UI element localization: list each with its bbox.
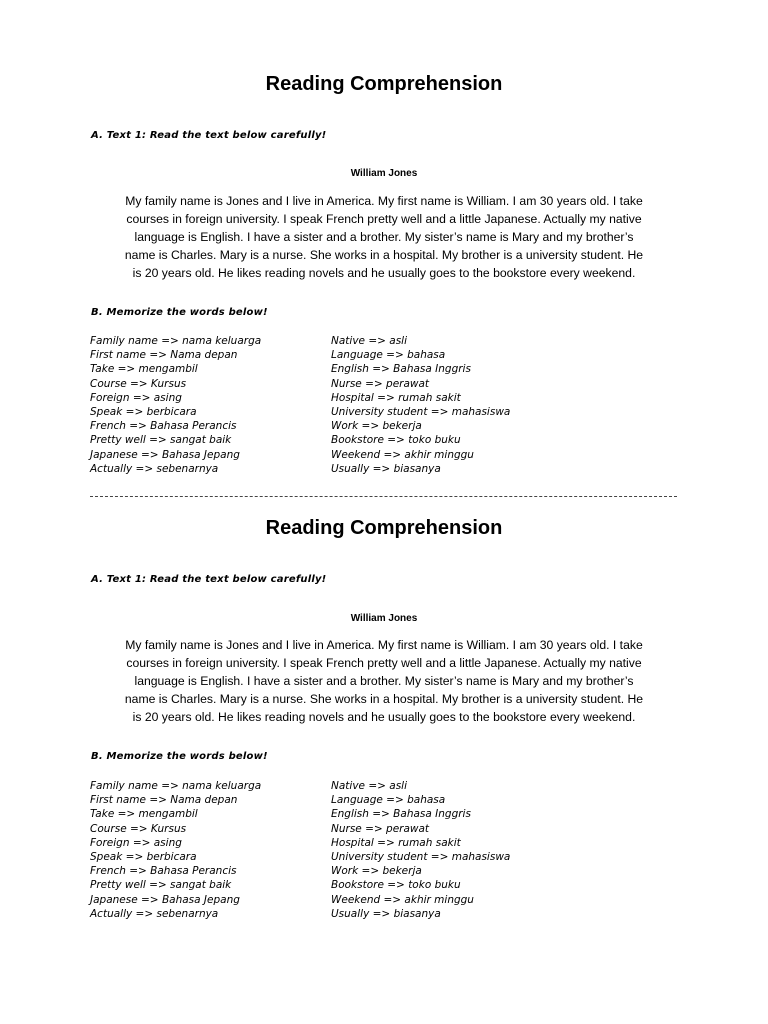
vocab-item: Hospital => rumah sakit xyxy=(331,836,461,849)
vocab-item: Usually => biasanya xyxy=(331,907,441,920)
paragraph-line: name is Charles. Mary is a nurse. She works in a hospital. My brother is a university student. He xyxy=(124,692,644,706)
vocab-item: Actually => sebenarnya xyxy=(90,462,219,475)
vocab-item: Nurse => perawat xyxy=(331,377,430,390)
reading-paragraph xyxy=(84,636,684,726)
paragraph-line: courses in foreign university. I speak French pretty well and a little Japanese. Actually my native xyxy=(126,656,642,670)
vocab-list-left xyxy=(90,779,261,921)
vocab-item: Weekend => akhir minggu xyxy=(331,448,474,461)
vocab-item: Actually => sebenarnya xyxy=(90,907,219,920)
vocab-item: Work => bekerja xyxy=(331,420,422,433)
vocab-item: Course => Kursus xyxy=(90,377,187,390)
vocab-item: Japanese => Bahasa Jepang xyxy=(90,448,240,461)
paragraph-line: name is Charles. Mary is a nurse. She works in a hospital. My brother is a university student. He xyxy=(124,248,644,262)
vocab-item: Language => bahasa xyxy=(331,349,446,362)
vocab-item: First name => Nama depan xyxy=(90,349,238,362)
instruction-text-1: A. Text 1: Read the text below carefully! xyxy=(91,574,327,585)
vocab-item: English => Bahasa Inggris xyxy=(331,808,471,821)
vocab-item: Pretty well => sangat baik xyxy=(90,434,232,447)
reading-paragraph xyxy=(84,192,684,282)
vocab-item: First name => Nama depan xyxy=(90,794,238,807)
vocab-item: Take => mengambil xyxy=(90,363,198,376)
vocab-item: Take => mengambil xyxy=(90,808,198,821)
vocab-item: Bookstore => toko buku xyxy=(331,879,461,892)
paragraph-line: language is English. I have a sister and a brother. My sister’s name is Mary and my brother’s xyxy=(134,674,634,688)
vocab-item: Bookstore => toko buku xyxy=(331,434,461,447)
vocab-item: Native => asli xyxy=(331,335,408,347)
paragraph-line: language is English. I have a sister and a brother. My sister’s name is Mary and my brother’s xyxy=(134,230,634,244)
paragraph-line: is 20 years old. He likes reading novels and he usually goes to the bookstore every weekend. xyxy=(132,266,636,280)
vocab-item: Foreign => asing xyxy=(90,836,182,849)
vocab-item: Speak => berbicara xyxy=(90,850,197,863)
paragraph-line: My family name is Jones and I live in America. My first name is William. I am 30 years old. I take xyxy=(125,638,643,652)
vocab-item: University student => mahasiswa xyxy=(331,405,511,418)
vocab-item: Nurse => perawat xyxy=(331,822,430,835)
paragraph-line: is 20 years old. He likes reading novels and he usually goes to the bookstore every weekend. xyxy=(132,710,636,724)
instruction-memorize: B. Memorize the words below! xyxy=(91,307,268,318)
vocab-item: Native => asli xyxy=(331,780,408,792)
vocab-item: Foreign => asing xyxy=(90,391,182,404)
vocab-item: Usually => biasanya xyxy=(331,462,441,475)
vocab-item: Weekend => akhir minggu xyxy=(331,893,474,906)
page-title: Reading Comprehension xyxy=(265,73,503,95)
author-name: William Jones xyxy=(350,613,418,624)
vocab-item: Speak => berbicara xyxy=(90,405,197,418)
paragraph-line: My family name is Jones and I live in America. My first name is William. I am 30 years old. I take xyxy=(125,194,643,208)
vocab-item: French => Bahasa Perancis xyxy=(90,420,237,433)
dashed-divider xyxy=(90,496,677,497)
vocab-item: Family name => nama keluarga xyxy=(90,780,262,792)
vocab-item: Family name => nama keluarga xyxy=(90,335,262,347)
vocab-item: English => Bahasa Inggris xyxy=(331,363,471,376)
vocab-item: University student => mahasiswa xyxy=(331,850,511,863)
vocab-list-right xyxy=(331,779,510,921)
vocab-item: Work => bekerja xyxy=(331,865,422,878)
author-name: William Jones xyxy=(350,168,418,179)
vocab-item: Pretty well => sangat baik xyxy=(90,879,232,892)
vocab-item: Hospital => rumah sakit xyxy=(331,391,461,404)
vocab-item: Language => bahasa xyxy=(331,794,446,807)
vocab-item: French => Bahasa Perancis xyxy=(90,865,237,878)
page-title: Reading Comprehension xyxy=(265,517,503,539)
instruction-memorize: B. Memorize the words below! xyxy=(91,751,268,762)
paragraph-line: courses in foreign university. I speak French pretty well and a little Japanese. Actually my native xyxy=(126,212,642,226)
instruction-text-1: A. Text 1: Read the text below carefully! xyxy=(91,130,327,141)
vocab-list-right xyxy=(331,334,510,476)
vocab-list-left xyxy=(90,334,261,476)
vocab-item: Japanese => Bahasa Jepang xyxy=(90,893,240,906)
vocab-item: Course => Kursus xyxy=(90,822,187,835)
